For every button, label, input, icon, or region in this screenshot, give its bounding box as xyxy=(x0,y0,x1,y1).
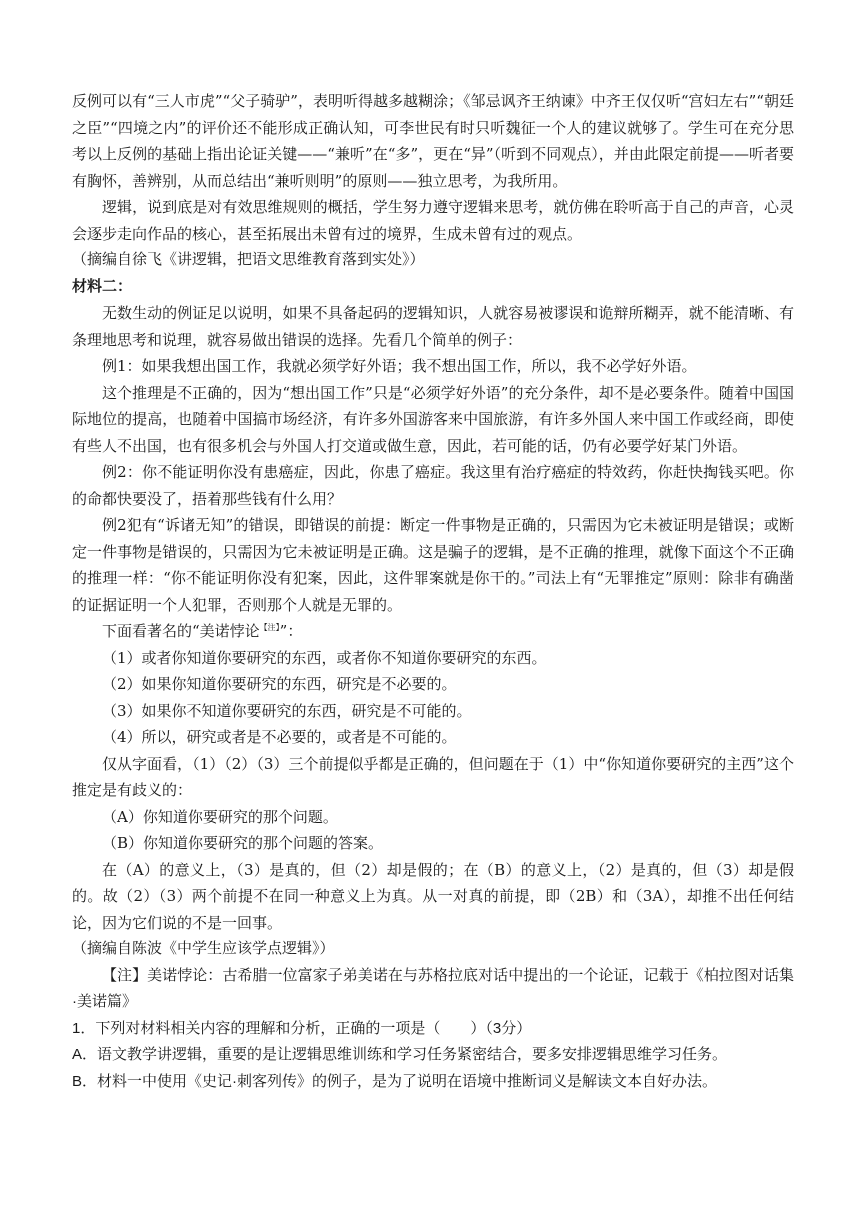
m2-example-2-analysis: 例2犯有“诉诸无知”的错误，即错误的前提：断定一件事物是正确的，只需因为它未被证明是错误；或断定一件事物是错误的，只需因为它未被证明是正确。这是骗子的逻辑，是不正确的推理，就像下面这个不正确的推理一样：“你不能证明你没有犯案，因此，这件罪案就是你干的。”司法上有“无罪推定”原则：除非有确凿的证据证明一个人犯罪，否则那个人就是无罪的。 xyxy=(72,516,794,614)
source-citation-1: （摘编自徐飞《讲逻辑，把语文思维教育落到实处》） xyxy=(72,251,425,268)
paragraph-logic-summary: 逻辑，说到底是对有效思维规则的概括，学生努力遵守逻辑来思考，就仿佛在聆听高于自己的声音，心灵会逐步走向作品的核心，甚至拓展出未曾有过的境界，生成未曾有过的观点。 xyxy=(72,198,794,243)
footnote-meno: 【注】美诺悖论：古希腊一位富家子弟美诺在与苏格拉底对话中提出的一个论证，记载于《柏拉图对话集·美诺篇》 xyxy=(72,966,794,1010)
m2-example-1-analysis: 这个推理是不正确的，因为“想出国工作”只是“必须学好外语”的充分条件，却不是必要条件。随着中国国际地位的提高，也随着中国搞市场经济，有许多外国游客来中国旅游，有许多外国人来中国工作或经商，即使有些人不出国，也有很多机会与外国人打交道或做生意，因此，若可能的话，仍有必要学好某门外语。 xyxy=(72,383,794,455)
document-body xyxy=(72,88,794,1095)
ambiguity-meaning-b: （B）你知道你要研究的那个问题的答案。 xyxy=(102,834,384,852)
meno-intro-end: ”： xyxy=(279,622,303,640)
option-b: B．材料一中使用《史记·刺客列传》的例子，是为了说明在语境中推断词义是解读文本自好办法。 xyxy=(72,1072,718,1090)
meno-paradox-intro xyxy=(72,618,794,645)
meno-premise-1: （1）或者你知道你要研究的东西，或者你不知道你要研究的东西。 xyxy=(102,648,547,667)
question-1: 1．下列对材料相关内容的理解和分析，正确的一项是（ ）（3分） xyxy=(72,1019,532,1037)
material-2-heading: 材料二： xyxy=(72,277,133,295)
paragraph-counterexamples: 反例可以有“三人市虎”“父子骑驴”，表明听得越多越糊涂；《邹忌讽齐王纳谏》中齐王仅仅听“宫妇左右”“朝廷之臣”“四境之内”的评价还不能形成正确认知，可李世民有时只听魏征一个人的建议就够了。学生可在充分思考以上反例的基础上指出论证关键——“兼听”在“多”，更在“异”（听到不同观点），并由此限定前提——听者要有胸怀，善辨别，从而总结出“兼听则明”的原则——独立思考，为我所用。 xyxy=(72,92,794,190)
m2-ambiguity-paragraph: 仅从字面看，（1）（2）（3）三个前提似乎都是正确的，但问题在于（1）中“你知道你要研究的主西”这个推定是有歧义的： xyxy=(72,754,794,799)
meno-conclusion-4: （4）所以，研究或者是不必要的，或者是不可能的。 xyxy=(102,728,457,746)
m2-intro-paragraph: 无数生动的例证足以说明，如果不具备起码的逻辑知识，人就容易被谬误和诡辩所糊弄，就不能清晰、有条理地思考和说理，就容易做出错误的选择。先看几个简单的例子： xyxy=(72,304,794,349)
meno-intro-text: 下面看著名的“美诺悖论 xyxy=(102,622,260,640)
meno-premise-3: （3）如果你不知道你要研究的东西，研究是不可能的。 xyxy=(102,701,472,720)
source-citation-2: （摘编自陈波《中学生应该学点逻辑》） xyxy=(72,940,335,957)
option-a: A．语文教学讲逻辑，重要的是让逻辑思维训练和学习任务紧密结合，要多安排逻辑思维学习任务。 xyxy=(72,1046,728,1063)
footnote-marker: 【注】 xyxy=(259,623,280,632)
m2-conclusion-paragraph: 在（A）的意义上，（3）是真的，但（2）却是假的；在（B）的意义上，（2）是真的，但（3）却是假的。故（2）（3）两个前提不在同一种意义上为真。从一对真的前提，即（2B）和（3A），却推不出任何结论，因为它们说的不是一回事。 xyxy=(72,860,794,932)
m2-example-1: 例1：如果我想出国工作，我就必须学好外语；我不想出国工作，所以，我不必学好外语。 xyxy=(102,357,697,375)
meno-premise-2: （2）如果你知道你要研究的东西，研究是不必要的。 xyxy=(102,675,457,693)
ambiguity-meaning-a: （A）你知道你要研究的那个问题。 xyxy=(102,807,338,826)
m2-example-2: 例2：你不能证明你没有患癌症，因此，你患了癌症。我这里有治疗癌症的特效药，你赶快掏钱买吧。你的命都快要没了，捂着那些钱有什么用？ xyxy=(72,463,794,508)
